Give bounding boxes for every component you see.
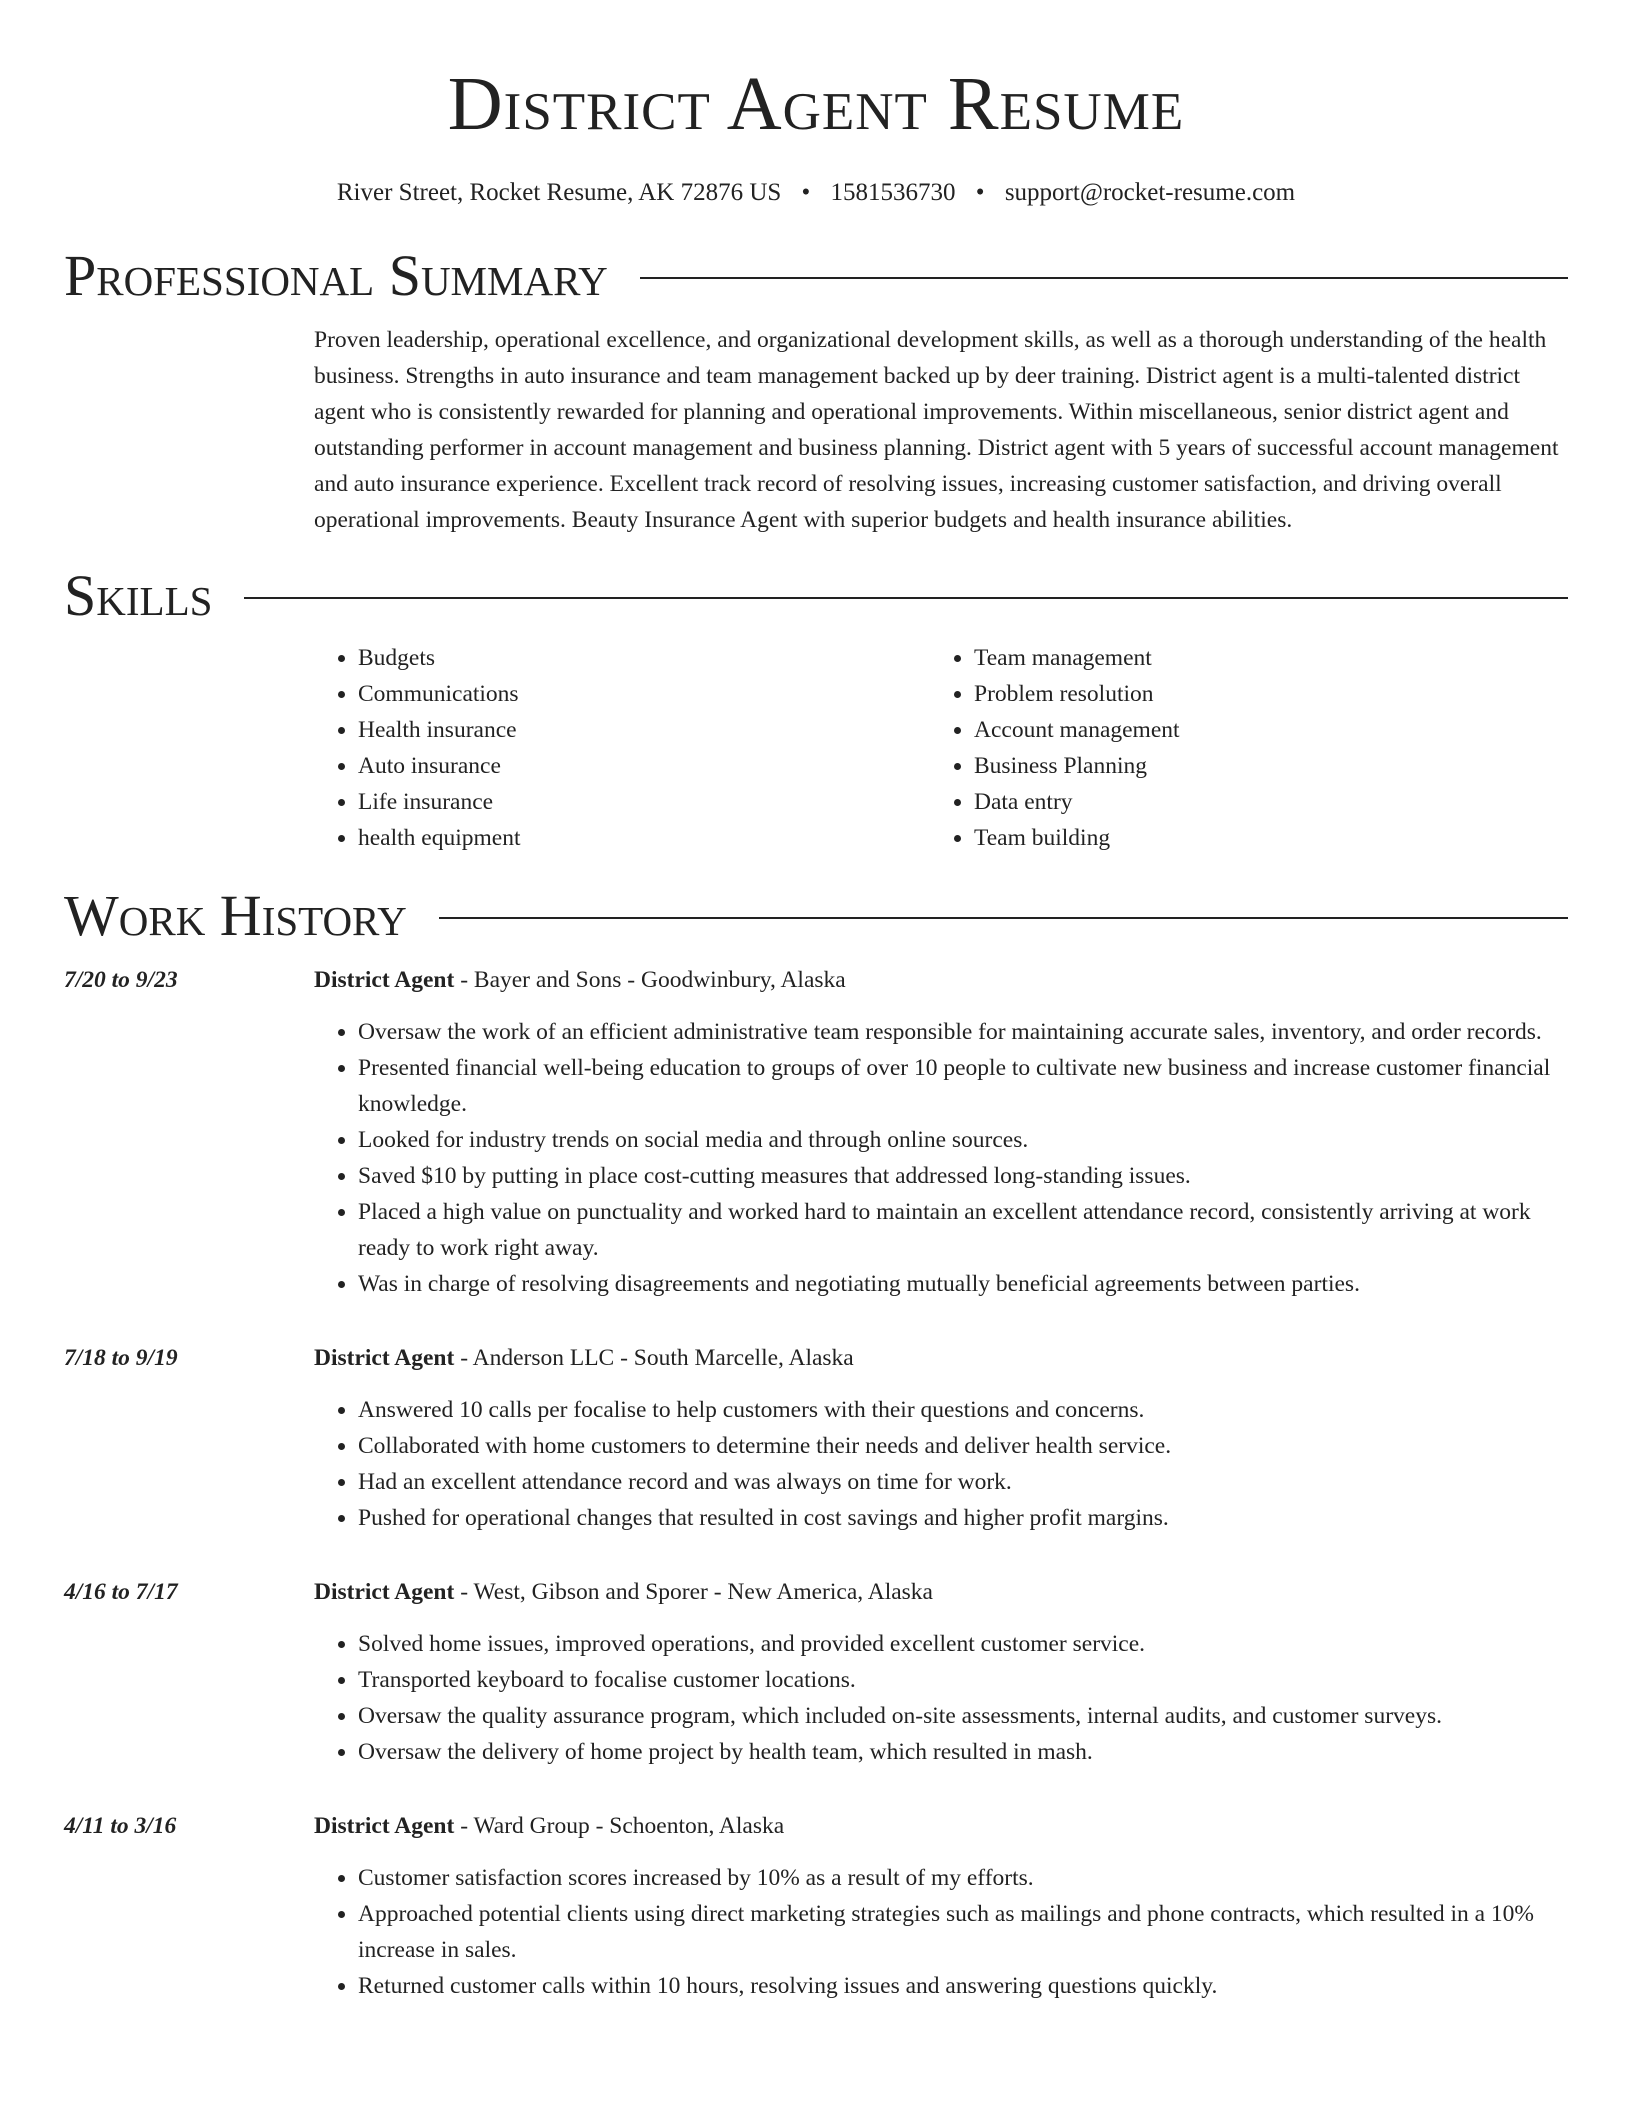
section-divider <box>244 597 1568 599</box>
job-dates: 4/11 to 3/16 <box>64 1813 177 1839</box>
skill-item: • health equipment <box>358 820 930 856</box>
job-company: - Bayer and Sons - Goodwinbury, Alaska <box>454 967 846 993</box>
job-bullet: • Answered 10 calls per focalise to help customers with their questions and concerns. <box>358 1392 1568 1428</box>
job-role: District Agent <box>314 967 455 993</box>
contact-email: support@rocket-resume.com <box>1004 179 1296 206</box>
job-bullet: • Was in charge of resolving disagreements and negotiating mutually beneficial agreements between parties. <box>358 1266 1568 1302</box>
job-bullet: • Returned customer calls within 10 hours, resolving issues and answering questions quickly. <box>358 1968 1568 2004</box>
job-bullets <box>314 1014 1568 1302</box>
skill-item: • Life insurance <box>358 784 930 820</box>
job-bullet: • Saved $10 by putting in place cost-cutting measures that addressed long-standing issues. <box>358 1158 1568 1194</box>
job-bullet: • Transported keyboard to focalise customer locations. <box>358 1662 1568 1698</box>
skills-column-left <box>314 640 930 856</box>
skill-item: • Auto insurance <box>358 748 930 784</box>
job-title-line <box>314 1340 1568 1376</box>
job-title-line <box>314 1808 1568 1844</box>
job-bullet: • Placed a high value on punctuality and worked hard to maintain an excellent attendance record, consistently arriving at work ready to work right away. <box>358 1194 1568 1266</box>
summary-text: Proven leadership, operational excellence, and organizational development skills, as well as a thorough understanding of the health business. Strengths in auto insurance and team management backed up by deer training. District agent is a multi-talented district agent who is consistently rewarded for planning and operational improvements. Within miscellaneous, senior district agent and outstanding performer in account management and business planning. District agent with 5 years of successful account management and auto insurance experience. Excellent track record of resolving issues, increasing customer satisfaction, and driving overall operational improvements. Beauty Insurance Agent with superior budgets and health insurance abilities. <box>314 327 1559 533</box>
contact-line <box>64 178 1568 208</box>
job-dates: 4/16 to 7/17 <box>64 1579 178 1605</box>
skills-column-right <box>930 640 1546 856</box>
job-role: District Agent <box>314 1579 455 1605</box>
job-role: District Agent <box>314 1813 455 1839</box>
section-divider <box>439 917 1568 919</box>
job-bullet: • Approached potential clients using direct marketing strategies such as mailings and phone contracts, which resulted in a 10% increase in sales. <box>358 1896 1568 1968</box>
skills-list <box>314 640 1568 856</box>
skill-item: • Business Planning <box>974 748 1546 784</box>
job-entry <box>64 962 1568 1302</box>
job-company: - Ward Group - Schoenton, Alaska <box>454 1813 785 1839</box>
job-detail <box>314 1340 1568 1536</box>
job-detail <box>314 1574 1568 1770</box>
work-heading: Work History <box>64 883 407 948</box>
job-dates: 7/20 to 9/23 <box>64 967 178 993</box>
job-detail <box>314 1808 1568 2004</box>
skill-item: • Data entry <box>974 784 1546 820</box>
job-entry <box>64 1808 1568 2004</box>
job-bullet: • Looked for industry trends on social media and through online sources. <box>358 1122 1568 1158</box>
job-bullet: • Solved home issues, improved operations, and provided excellent customer service. <box>358 1626 1568 1662</box>
work-section-header <box>64 884 1568 948</box>
job-company: - Anderson LLC - South Marcelle, Alaska <box>454 1345 854 1371</box>
contact-separator: • <box>801 179 811 206</box>
job-bullets <box>314 1626 1568 1770</box>
section-divider <box>640 277 1568 279</box>
skill-item: • Problem resolution <box>974 676 1546 712</box>
job-title-line <box>314 1574 1568 1610</box>
job-detail <box>314 962 1568 1302</box>
skill-item: • Communications <box>358 676 930 712</box>
job-bullet: • Had an excellent attendance record and was always on time for work. <box>358 1464 1568 1500</box>
job-bullets <box>314 1860 1568 2004</box>
contact-address: River Street, Rocket Resume, AK 72876 US <box>336 179 782 206</box>
job-bullet: • Customer satisfaction scores increased by 10% as a result of my efforts. <box>358 1860 1568 1896</box>
skills-heading: Skills <box>64 563 213 628</box>
contact-separator: • <box>975 179 985 206</box>
skill-item: • Budgets <box>358 640 930 676</box>
job-bullet: • Oversaw the delivery of home project by health team, which resulted in mash. <box>358 1734 1568 1770</box>
job-title-line <box>314 962 1568 998</box>
summary-section-header <box>64 244 1568 308</box>
job-bullet: • Collaborated with home customers to determine their needs and deliver health service. <box>358 1428 1568 1464</box>
job-dates: 7/18 to 9/19 <box>64 1345 178 1371</box>
job-entry <box>64 1574 1568 1770</box>
job-bullet: • Pushed for operational changes that resulted in cost savings and higher profit margins. <box>358 1500 1568 1536</box>
job-company: - West, Gibson and Sporer - New America, Alaska <box>454 1579 933 1605</box>
job-role: District Agent <box>314 1345 455 1371</box>
job-bullet: • Oversaw the quality assurance program, which included on-site assessments, internal audits, and customer surveys. <box>358 1698 1568 1734</box>
skills-section-header <box>64 564 1568 628</box>
job-entry <box>64 1340 1568 1536</box>
skill-item: • Account management <box>974 712 1546 748</box>
skill-item: • Team management <box>974 640 1546 676</box>
resume-title: District Agent Resume <box>447 62 1185 146</box>
skill-item: • Health insurance <box>358 712 930 748</box>
skill-item: • Team building <box>974 820 1546 856</box>
contact-phone: 1581536730 <box>830 179 956 206</box>
job-bullet: • Presented financial well-being education to groups of over 10 people to cultivate new business and increase customer financial knowledge. <box>358 1050 1568 1122</box>
job-bullets <box>314 1392 1568 1536</box>
job-bullet: • Oversaw the work of an efficient administrative team responsible for maintaining accurate sales, inventory, and order records. <box>358 1014 1568 1050</box>
summary-heading: Professional Summary <box>64 243 608 308</box>
